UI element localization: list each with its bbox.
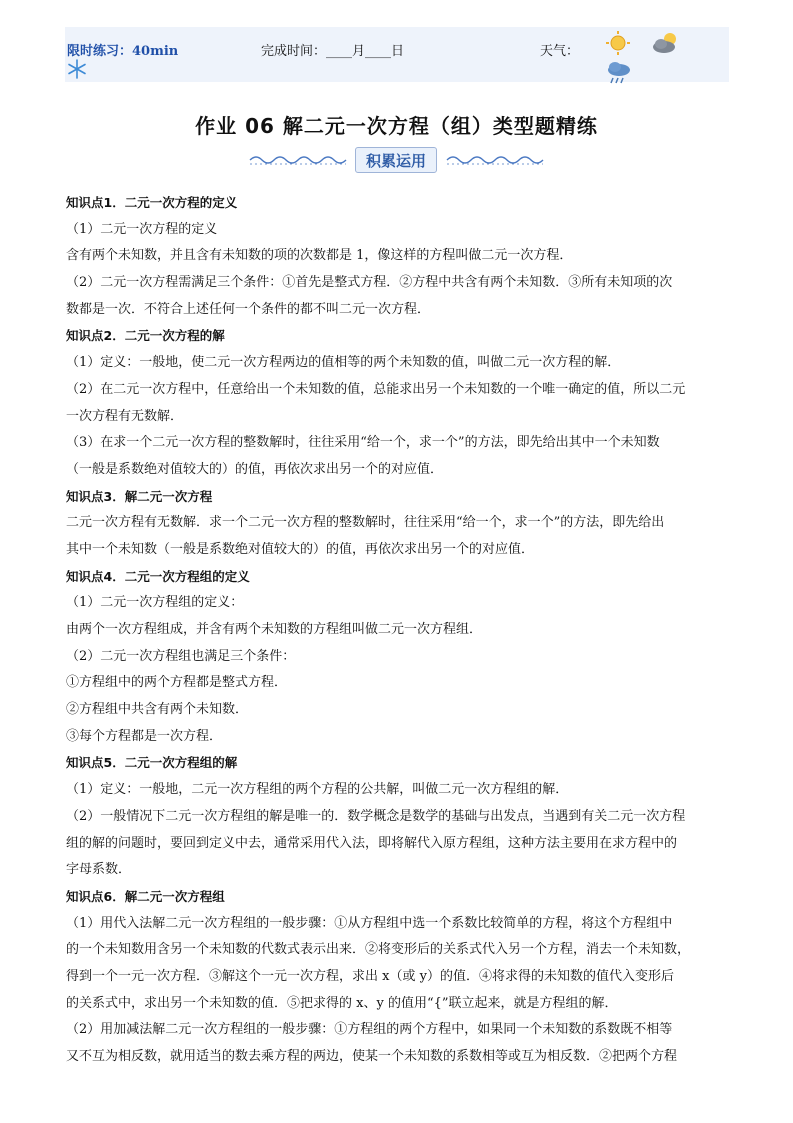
knowledge-point-heading: 知识点2．二元一次方程的解: [66, 328, 225, 344]
knowledge-point-heading: 知识点3．解二元一次方程: [66, 488, 213, 504]
text-line: （1）定义：一般地，二元一次方程组的两个方程的公共解，叫做二元一次方程组的解．: [66, 782, 569, 798]
text-line: （1）用代入法解二元一次方程组的一般步骤：①从方程组中选一个系数比较简单的方程，将这个方程组中: [66, 915, 673, 931]
section-banner: [248, 147, 545, 177]
knowledge-point-heading: 知识点1．二元一次方程的定义: [66, 195, 238, 210]
snowflake-icon: [67, 59, 87, 83]
text-line: 含有两个未知数，并且含有未知数的项的次数都是 1，像这样的方程叫做二元一次方程．: [66, 248, 573, 264]
weather-label: 天气：: [540, 44, 580, 59]
knowledge-point-heading: 知识点6．解二元一次方程组: [66, 888, 225, 904]
wave-right-decoration: [445, 147, 545, 173]
text-line: 组的解的问题时，要回到定义中去，通常采用代入法，即将解代入原方程组，这种方法主要用在求方程中的: [66, 835, 678, 851]
accumulate-badge: 积累运用: [355, 147, 437, 173]
cloudy-icon: [650, 30, 680, 56]
wave-left-decoration: [248, 147, 348, 173]
text-line: ③每个方程都是一次方程．: [66, 728, 223, 744]
text-line: 一次方程有无数解．: [66, 408, 184, 424]
text-line: （1）二元一次方程的定义: [66, 221, 218, 237]
knowledge-point-heading: 知识点5．二元一次方程组的解: [66, 755, 238, 771]
worksheet-header: [65, 27, 729, 82]
text-line: （3）在求一个二元一次方程的整数解时，往往采用“给一个，求一个”的方法，即先给出其中一个未知数: [66, 435, 660, 451]
text-line: （2）二元一次方程需满足三个条件：①首先是整式方程．②方程中共含有两个未知数．③所有未知项的次: [66, 275, 673, 291]
completion-time-label: 完成时间：____月____日: [261, 44, 405, 59]
text-line: （2）二元一次方程组也满足三个条件：: [66, 648, 296, 664]
text-line: 其中一个未知数（一般是系数绝对值较大的）的值，再依次求出另一个的对应值．: [66, 541, 535, 557]
worksheet-title: 作业 06 解二元一次方程（组）类型题精练: [195, 114, 598, 138]
text-line: 由两个一次方程组成，并含有两个未知数的方程组叫做二元一次方程组．: [66, 622, 483, 637]
knowledge-point-heading: 知识点4．二元一次方程组的定义: [66, 568, 250, 584]
time-limit-label: 限时练习：40min: [67, 44, 179, 59]
knowledge-content: [66, 190, 731, 1071]
text-line: 字母系数．: [66, 862, 132, 878]
text-line: 又不互为相反数，就用适当的数去乘方程的两边，使某一个未知数的系数相等或互为相反数．②把两个方程: [66, 1049, 678, 1064]
text-line: 的关系式中，求出另一个未知数的值．⑤把求得的 x、y 的值用“{”联立起来，就是方程组的解．: [66, 995, 618, 1011]
text-line: （2）一般情况下二元一次方程组的解是唯一的．数学概念是数学的基础与出发点，当遇到有关二元一次方程: [66, 808, 686, 824]
text-line: （一般是系数绝对值较大的）的值，再依次求出另一个的对应值．: [66, 461, 444, 477]
sun-icon: [605, 30, 631, 56]
text-line: 数都是一次．不符合上述任何一个条件的都不叫二元一次方程．: [66, 301, 431, 317]
rain-icon: [605, 60, 633, 86]
text-line: ②方程组中共含有两个未知数．: [66, 702, 249, 718]
text-line: 得到一个一元一次方程．③解这个一元一次方程，求出 x（或 y）的值．④将求得的未知数的值代入变形后: [66, 968, 674, 984]
text-line: 二元一次方程有无数解．求一个二元一次方程的整数解时，往往采用“给一个，求一个”的方法，即先给出: [66, 515, 665, 531]
text-line: （2）用加减法解二元一次方程组的一般步骤：①方程组的两个方程中，如果同一个未知数的系数既不相等: [66, 1022, 673, 1038]
text-line: ①方程组中的两个方程都是整式方程．: [66, 675, 288, 691]
text-line: 的一个未知数用含另一个未知数的代数式表示出来．②将变形后的关系式代入另一个方程，消去一个未知数，: [66, 942, 691, 958]
text-line: （1）二元一次方程组的定义：: [66, 595, 244, 611]
text-line: （1）定义：一般地，使二元一次方程两边的值相等的两个未知数的值，叫做二元一次方程的解．: [66, 355, 621, 371]
text-line: （2）在二元一次方程中，任意给出一个未知数的值，总能求出另一个未知数的一个唯一确定的值，所以二元: [66, 381, 686, 397]
weather-icons: [605, 30, 729, 90]
